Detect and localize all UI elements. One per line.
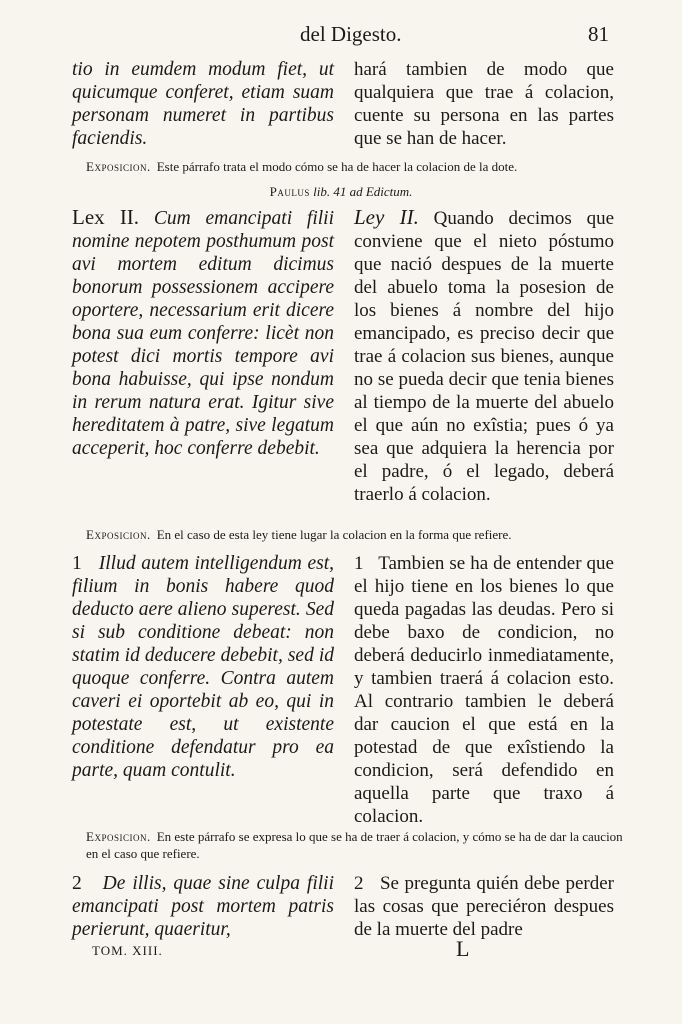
gathering-mark: L xyxy=(456,936,470,961)
exposicion-text: Este párrafo trata el modo cómo se ha de hacer la colacion de la dote. xyxy=(156,159,518,174)
exposicion-note-2 xyxy=(86,526,626,543)
latin-text-section-2 xyxy=(72,872,334,938)
spanish-text: hará tambien de modo que qualquiera que trae á colacion, cuente su persona en las partes que se han de hacer. xyxy=(354,59,614,149)
spanish-text-ley-2 xyxy=(354,206,614,518)
latin-text: De illis, quae sine culpa filii emancipati post mortem patris perierunt, quaeritur, xyxy=(72,873,334,940)
exposicion-note-1 xyxy=(86,158,626,175)
volume-signature: TOM. XIII. xyxy=(92,943,163,958)
lex-label: Lex II. xyxy=(72,205,140,229)
exposicion-note-3 xyxy=(86,828,626,862)
section-number: 2 xyxy=(72,873,82,894)
spanish-text: Quando decimos que conviene que el nieto póstumo que nació despues de la muerte del abuelo toma la posesion de los bienes á nombre del hijo emancipado, es preciso decir que trae á colacion sus bienes, aunque no se pueda decir que tenia bienes al tiempo de la muerte del abuelo el que aún no exîstia; pues ó ya sea que adquiera la herencia por el padre, ó el legado, deberá traerlo á colacion. xyxy=(354,208,615,505)
spanish-text: Se pregunta quién debe perder las cosas que pereciéron despues de la muerte del padre xyxy=(354,873,614,940)
citation-line xyxy=(0,184,682,200)
section-number: 2 xyxy=(354,873,364,894)
exposicion-label: Exposicion. xyxy=(86,159,151,174)
spanish-text: Tambien se ha de entender que el hijo tiene en los bienes lo que queda pagadas las deudas. Pero si debe baxo de condicion, no deberá deducirlo inmediatamente, y tambien traerá á colacion esto. Al contrario tambien le deberá dar caucion el que está en la potestad de que exîstiendo la condicion, será defendido en aquella parte que traxo á colacion. xyxy=(354,553,614,827)
exposicion-text: En el caso de esta ley tiene lugar la colacion en la forma que refiere. xyxy=(156,527,512,542)
exposicion-label: Exposicion. xyxy=(86,527,151,542)
latin-text: Illud autem intelligendum est, filium in bonis habere quod deducto aere alieno superest. Sed si sub conditione debeat: non statim id deducere debebit, sed id quoque conferre. Contra autem caveri ei oportebit ab eo, qui in potestate est, ut existente conditione defendatur pro ea parte, quam contulit. xyxy=(72,553,334,781)
latin-text-lex-2 xyxy=(72,206,334,518)
citation-author: Paulus xyxy=(269,184,310,199)
latin-text-section-1 xyxy=(72,552,334,820)
exposicion-label: Exposicion. xyxy=(86,829,151,844)
running-title: del Digesto. xyxy=(300,22,402,46)
section-number: 1 xyxy=(72,553,82,574)
latin-text-block-1 xyxy=(72,58,334,150)
latin-text: tio in eumdem modum fiet, ut quicumque conferet, etiam suam personam numeret in partibus faciendis. xyxy=(72,59,334,149)
spanish-text-block-1 xyxy=(354,58,614,150)
citation-work: lib. 41 ad Edictum. xyxy=(313,184,413,199)
latin-text: Cum emancipati filii nomine nepotem posthumum post avi mortem editum dicimus bonorum possessionem accipere oportere, necessarium erit dicere bona sua eum conferre: licèt non potest dici mortis tempore avi bona habuisse, qui ipse nondum in rerum natura erat. Igitur sive hereditatem à patre, sive legatum acceperit, hoc conferre debebit. xyxy=(72,208,335,459)
exposicion-text: En este párrafo se expresa lo que se ha de traer á colacion, y cómo se ha de dar la caucion en el caso que refiere. xyxy=(86,829,623,861)
spanish-text-section-2 xyxy=(354,872,614,938)
page-number: 81 xyxy=(588,22,609,46)
ley-label: Ley II. xyxy=(354,205,419,229)
section-number: 1 xyxy=(354,553,364,574)
running-head xyxy=(0,22,682,52)
spanish-text-section-1 xyxy=(354,552,614,827)
